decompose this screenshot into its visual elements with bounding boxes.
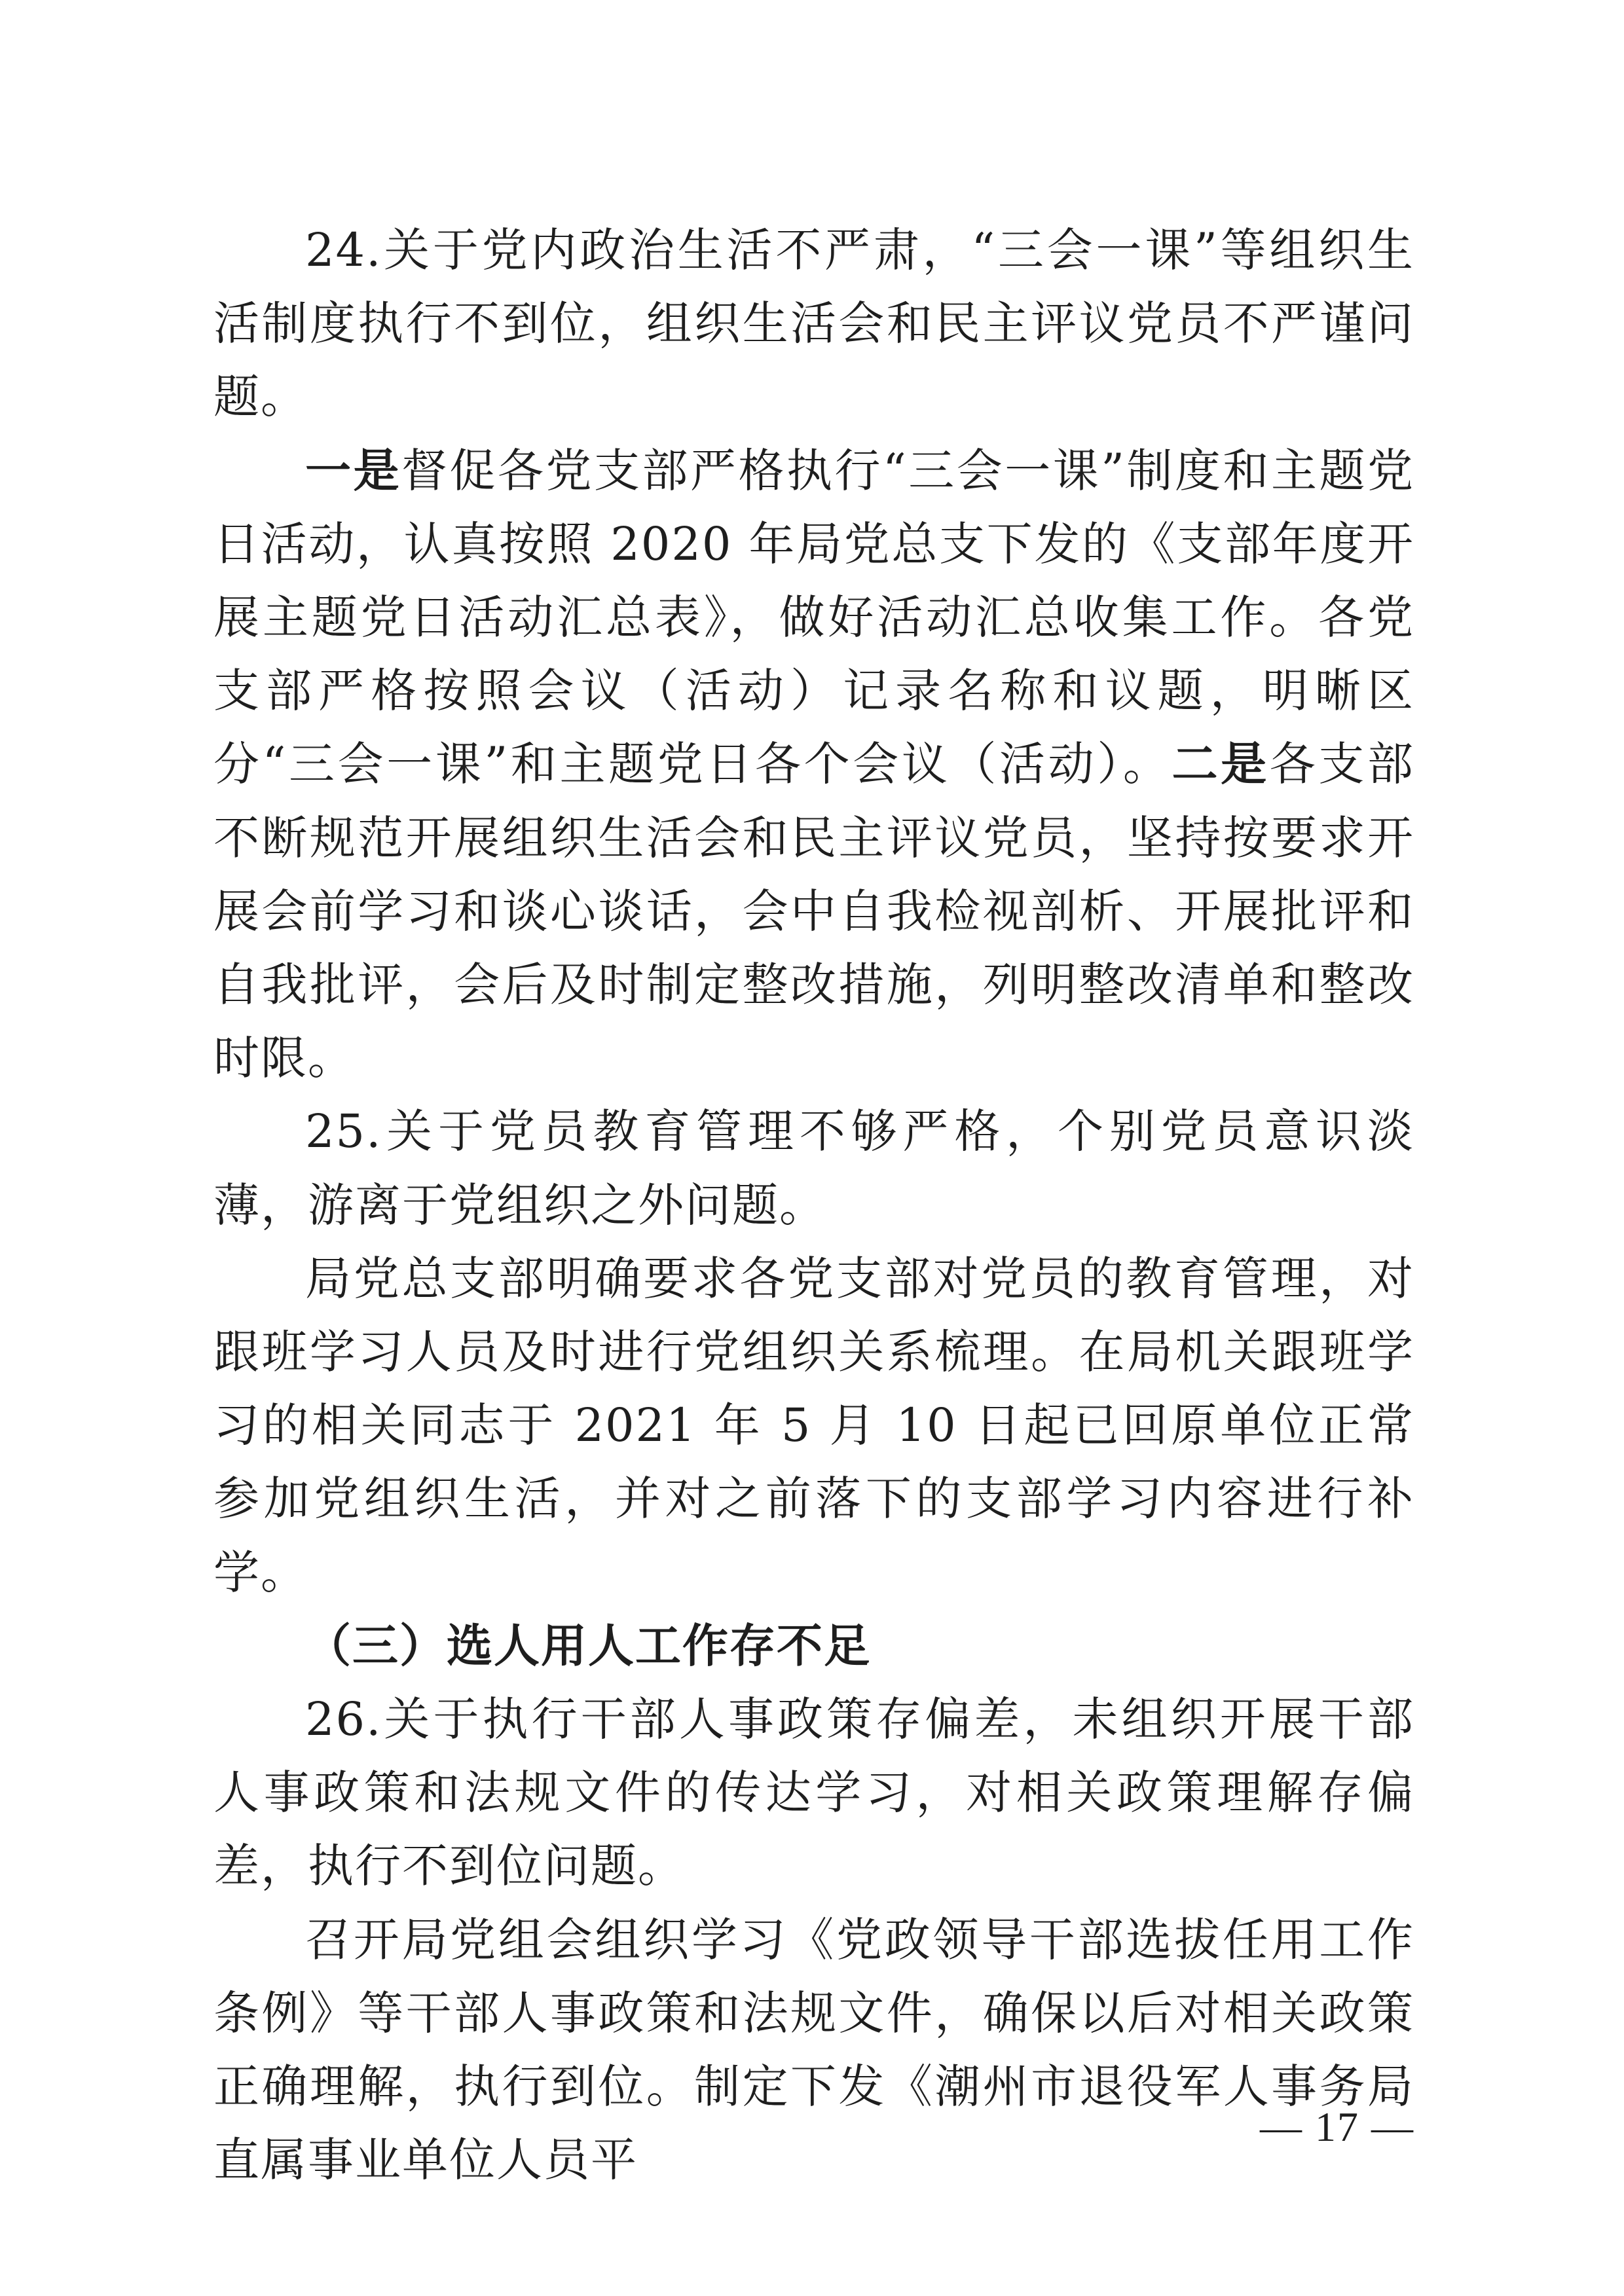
item-26-heading: 26.关于执行干部人事政策存偏差，未组织开展干部人事政策和法规文件的传达学习，对相关政策理解存偏差，执行不到位问题。 [213, 1692, 1414, 1893]
page-number: — 17 — [1260, 2104, 1414, 2150]
item-26-body: 召开局党组会组织学习《党政领导干部选拔任用工作条例》等干部人事政策和法规文件，确保以后对相关政策正确理解，执行到位。制定下发《潮州市退役军人事务局直属事业单位人员平 [213, 1912, 1414, 2187]
item-24-heading: 24.关于党内政治生活不严肃，“三会一课”等组织生活制度执行不到位，组织生活会和民主评议党员不严谨问题。 [213, 223, 1414, 424]
document-body [213, 213, 1414, 2196]
item-24-lead-second: 二是 [1172, 737, 1270, 792]
item-24-measure-first: 督促各党支部严格执行“三会一课”制度和主题党日活动，认真按照 2020 年局党总支下发的《支部年度开展主题党日活动汇总表》，做好活动汇总收集工作。各党支部严格按照会议（活动）记录名称和议题，明晰区分“三会一课”和主题党日各个会议（活动）。 [213, 443, 1414, 792]
item-25-heading: 25.关于党员教育管理不够严格，个别党员意识淡薄，游离于党组织之外问题。 [213, 1104, 1414, 1232]
item-24-measures [213, 434, 1414, 1095]
item-25-body: 局党总支部明确要求各党支部对党员的教育管理，对跟班学习人员及时进行党组织关系梳理。在局机关跟班学习的相关同志于 2021 年 5 月 10 日起已回原单位正常参加党组织生活，并对之前落下的支部学习内容进行补学。 [213, 1251, 1414, 1599]
section-3-heading: （三）选人用人工作存不足 [305, 1618, 871, 1673]
item-24-lead-first: 一是 [305, 443, 401, 498]
item-24-measure-second: 各支部不断规范开展组织生活会和民主评议党员，坚持按要求开展会前学习和谈心谈话，会中自我检视剖析、开展批评和自我批评，会后及时制定整改措施，列明整改清单和整改时限。 [213, 737, 1414, 1085]
